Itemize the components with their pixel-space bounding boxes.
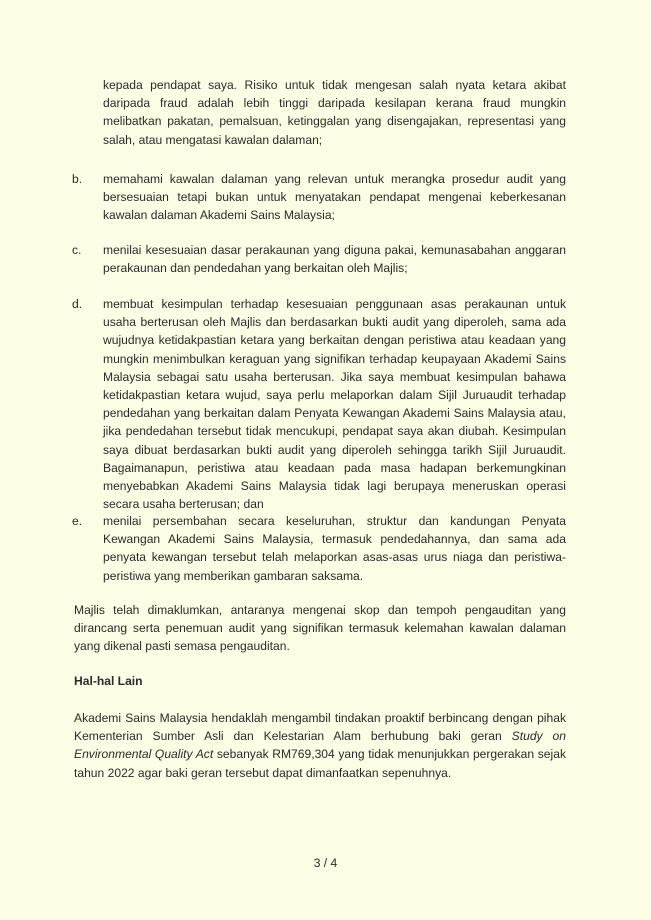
item-b-marker: b. (72, 172, 83, 186)
item-c-marker: c. (72, 243, 82, 257)
intro-paragraph: kepada pendapat saya. Risiko untuk tidak mengesan salah nyata ketara akibat daripada fraud adalah lebih tinggi daripada kesilapan kerana fraud mungkin melibatkan pakatan, pemalsuan, ketinggalan yang disengajakan, representasi yang salah, atau mengatasi kawalan dalaman; (103, 78, 566, 147)
other-matters-text-before: Akademi Sains Malaysia hendaklah mengambil tindakan proaktif berbincang dengan pihak Kementerian Sumber Asli dan Kelestarian Alam berhubung baki geran (74, 711, 566, 744)
page-number: 3 / 4 (313, 856, 338, 870)
item-b-text: memahami kawalan dalaman yang relevan untuk merangka prosedur audit yang bersesuaian tetapi bukan untuk menyatakan pendapat mengenai keberkesanan kawalan dalaman Akademi Sains Malaysia; (103, 172, 566, 223)
item-d-text: membuat kesimpulan terhadap kesesuaian penggunaan asas perakaunan untuk usaha berterusan oleh Majlis dan berdasarkan bukti audit yang diperoleh, sama ada wujudnya ketidakpastian ketara yang berkaitan dengan peristiwa atau keadaan yang mungkin menimbulkan keraguan yang signifikan terhadap keupayaan Akademi Sains Malaysia sebagai satu usaha berterusan. Jika saya membuat kesimpulan bahawa ketidakpastian ketara wujud, saya perlu melaporkan dalam Sijil Juruaudit terhadap pendedahan yang berkaitan dalam Penyata Kewangan Akademi Sains Malaysia atau, jika pendedahan tersebut tidak mencukupi, pendapat saya akan diubah. Kesimpulan saya dibuat berdasarkan bukti audit yang diperoleh sehingga tarikh Sijil Juruaudit. Bagaimanapun, peristiwa atau keadaan pada masa hadapan berkemungkinan menyebabkan Akademi Sains Malaysia tidak lagi berupaya meneruskan operasi secara usaha berterusan; dan (103, 297, 566, 512)
other-matters-paragraph (74, 709, 566, 782)
other-matters-heading: Hal-hal Lain (74, 674, 143, 688)
item-e-marker: e. (72, 514, 83, 528)
item-c-text: menilai kesesuaian dasar perakaunan yang diguna pakai, kemunasabahan anggaran perakaunan dan pendedahan yang berkaitan oleh Majlis; (103, 243, 566, 276)
other-matters-text-after: sebanyak RM769,304 yang tidak menunjukkan pergerakan sejak tahun 2022 agar baki geran tersebut dapat dimanfaatkan sepenuhnya. (74, 747, 566, 780)
item-d-marker: d. (72, 297, 83, 311)
item-e-text: menilai persembahan secara keseluruhan, struktur dan kandungan Penyata Kewangan Akademi Sains Malaysia, termasuk pendedahannya, dan sama ada penyata kewangan tersebut telah melaporkan asas-asas urus niaga dan peristiwa-peristiwa yang memberikan gambaran saksama. (103, 514, 566, 583)
other-matters-italic-title: Study on Environmental Quality Act (74, 729, 566, 762)
majlis-paragraph: Majlis telah dimaklumkan, antaranya mengenai skop dan tempoh pengauditan yang dirancang serta penemuan audit yang signifikan termasuk kelemahan kawalan dalaman yang dikenal pasti semasa pengauditan. (74, 603, 566, 654)
